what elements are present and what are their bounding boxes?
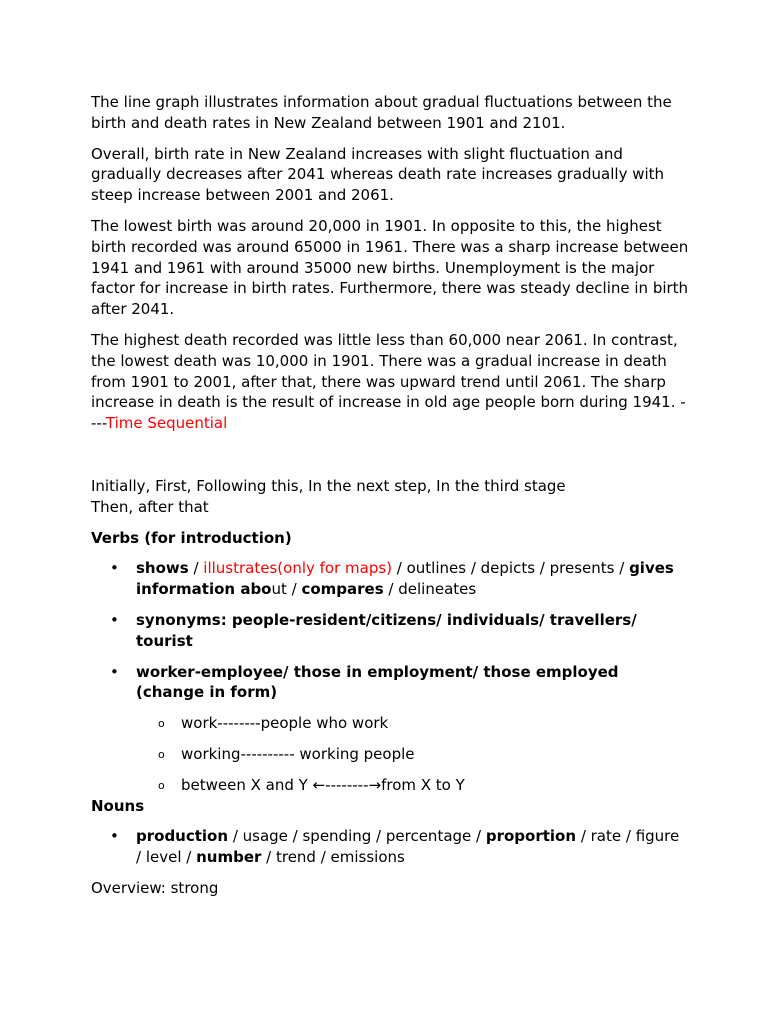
paragraph-death-text: The highest death recorded was little less than 60,000 near 2061. In contrast, the lowest death was 10,000 in 1901. There was a gradual increase in death from 1901 to 2001, after that, there was upward trend until 2061. The sharp increase in death is the result of increase in old age people born during 1941. ---- <box>91 330 686 433</box>
sublist-item-work: o work--------people who work <box>91 713 689 734</box>
from-to-text: from X to Y <box>381 775 465 794</box>
paragraph-overview: Overall, birth rate in New Zealand increases with slight fluctuation and gradually decreases after 2041 whereas death rate increases gradually with steep increase between 2001 and 2061. <box>91 144 665 205</box>
nouns-part-2: / rate / figure / level / <box>136 827 680 867</box>
separator: / <box>188 559 204 578</box>
list-item-synonyms <box>91 610 689 652</box>
paragraph-death <box>91 330 689 434</box>
nouns-part-1: / usage / spending / percentage / <box>228 827 486 846</box>
verbs-heading-text: Verbs (for introduction) <box>91 528 292 547</box>
verb-list-middle: / outlines / depicts / presents / <box>392 559 630 578</box>
nouns-heading <box>91 796 689 817</box>
right-arrow-icon: → <box>368 775 382 794</box>
nouns-heading-text: Nouns <box>91 796 145 815</box>
verb-compares: compares <box>301 580 384 599</box>
paragraph-birth: The lowest birth was around 20,000 in 1901. In opposite to this, the highest birth recorded was around 65000 in 1961. There was a sharp increase between 1941 and 1961 with around 35000 new births. Unemployment is the major factor for increase in birth rates. Furthermore, there was steady decline in birth after 2041. <box>91 216 689 319</box>
list-item-worker <box>91 662 689 796</box>
synonyms-text: synonyms: people-resident/citizens/ individuals/ travellers/ tourist <box>136 610 637 650</box>
verb-fragment: ut / <box>271 580 302 599</box>
verb-gives-information: gives information abo <box>136 559 674 599</box>
sublist-item-working: o working---------- working people <box>91 744 689 765</box>
left-arrow-icon: ← <box>312 775 326 794</box>
form-change-sublist <box>91 713 689 795</box>
list-item-nouns <box>91 826 689 868</box>
document-body <box>91 92 689 909</box>
verbs-list <box>91 558 689 795</box>
nouns-list <box>91 826 689 868</box>
noun-number: number <box>196 848 262 867</box>
noun-proportion: proportion <box>485 827 577 846</box>
verb-illustrates: illustrates(only for maps) <box>203 559 393 578</box>
spacer <box>91 444 689 476</box>
worker-text: worker-employee/ those in employment/ those employed (change in form) <box>136 662 619 702</box>
sequence-words-line-2: Then, after that <box>91 497 209 516</box>
time-sequential-label: Time Sequential <box>105 414 228 433</box>
paragraph-introduction: The line graph illustrates information about gradual fluctuations between the birth and death rates in New Zealand between 1901 and 2101. <box>91 93 672 132</box>
nouns-part-3: / trend / emissions <box>261 848 405 867</box>
dashes: -------- <box>325 775 369 794</box>
verb-shows: shows <box>136 559 189 578</box>
verb-delineates: / delineates <box>383 580 477 599</box>
sequence-words-line-1: Initially, First, Following this, In the next step, In the third stage <box>91 476 566 495</box>
list-item-verbs <box>91 558 689 600</box>
between-text: between X and Y <box>181 775 313 794</box>
sublist-item-between <box>91 775 689 796</box>
noun-production: production <box>136 827 229 846</box>
overview-line: Overview: strong <box>91 878 219 897</box>
verbs-heading <box>91 528 689 549</box>
